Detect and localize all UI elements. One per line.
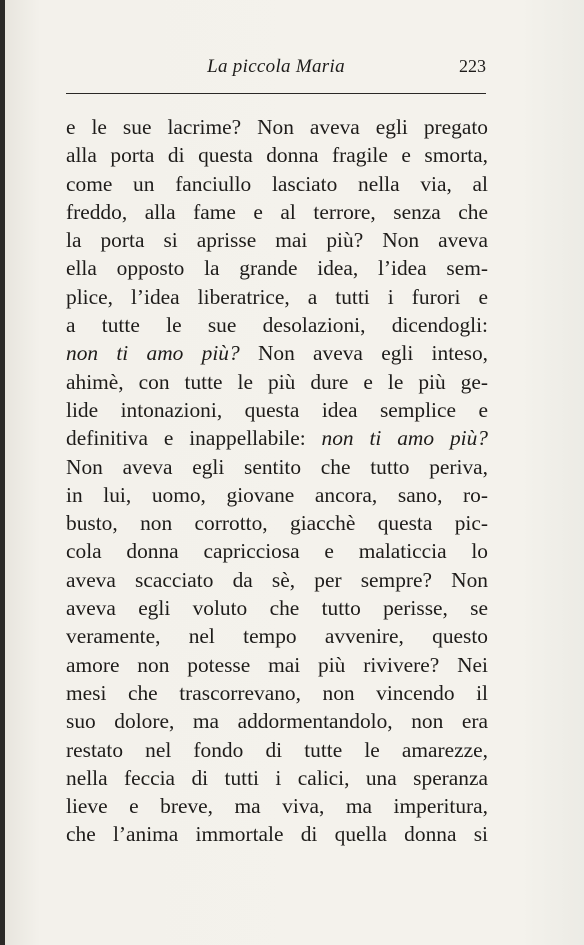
text-line (66, 396, 488, 424)
text-line (66, 198, 488, 226)
italic-text-segment: non ti amo più? (66, 341, 240, 366)
text-segment: in lui, uomo, giovane ancora, sano, ro- (66, 482, 488, 507)
text-segment: alla porta di questa donna fragile e smorta, (66, 143, 488, 168)
text-segment: veramente, nel tempo avvenire, questo (66, 624, 488, 649)
text-segment: la porta si aprisse mai più? Non aveva (66, 228, 488, 253)
header-rule (66, 93, 486, 94)
text-line (66, 820, 488, 848)
text-segment: nella feccia di tutti i calici, una speranza (66, 765, 488, 790)
text-segment: lide intonazioni, questa idea semplice e (66, 397, 488, 422)
page-number: 223 (459, 56, 486, 76)
text-segment: e le sue lacrime? Non aveva egli pregato (66, 115, 488, 139)
text-line (66, 566, 488, 594)
text-line (66, 283, 488, 311)
text-line (66, 339, 488, 367)
text-segment: freddo, alla fame e al terrore, senza che (66, 199, 488, 224)
running-head (66, 56, 486, 86)
text-segment: restato nel fondo di tutte le amarezze, (66, 737, 488, 762)
text-segment: cola donna capricciosa e malaticcia lo (66, 539, 488, 564)
text-segment: Non aveva egli sentito che tutto periva, (66, 454, 488, 479)
text-line (66, 622, 488, 650)
text-line (66, 481, 488, 509)
text-segment: busto, non corrotto, giacchè questa pic- (66, 511, 488, 536)
text-segment: a tutte le sue desolazioni, dicendogli: (66, 313, 488, 338)
text-line (66, 113, 488, 141)
page-binding-edge (0, 0, 5, 945)
text-line (66, 311, 488, 339)
text-segment: definitiva e inappellabile: (66, 426, 322, 451)
text-segment: suo dolore, ma addormentandolo, non era (66, 709, 488, 734)
text-line (66, 254, 488, 282)
text-segment: aveva scacciato da sè, per sempre? Non (66, 567, 488, 592)
text-segment: come un fanciullo lasciato nella via, al (66, 171, 488, 196)
running-title: La piccola Maria (207, 56, 345, 77)
text-line (66, 424, 488, 452)
text-line (66, 226, 488, 254)
text-line (66, 141, 488, 169)
text-segment: mesi che trascorrevano, non vincendo il (66, 680, 488, 705)
italic-text-segment: non ti amo più? (321, 426, 488, 451)
text-line (66, 679, 488, 707)
text-segment: lieve e breve, ma viva, ma imperitura, (66, 794, 488, 819)
text-segment: che l’anima immortale di quella donna si (66, 822, 488, 847)
text-line (66, 792, 488, 820)
text-line (66, 651, 488, 679)
text-segment: amore non potesse mai più rivivere? Nei (66, 652, 488, 677)
text-line (66, 594, 488, 622)
text-line (66, 707, 488, 735)
text-line (66, 764, 488, 792)
text-segment: plice, l’idea liberatrice, a tutti i furori e (66, 284, 488, 309)
text-line (66, 170, 488, 198)
text-segment: Non aveva egli inteso, (239, 341, 488, 366)
text-segment: aveva egli voluto che tutto perisse, se (66, 596, 488, 621)
text-line (66, 537, 488, 565)
text-segment: ahimè, con tutte le più dure e le più ge- (66, 369, 488, 394)
body-text (66, 113, 488, 849)
text-line (66, 509, 488, 537)
text-line (66, 368, 488, 396)
text-segment: ella opposto la grande idea, l’idea sem- (66, 256, 488, 281)
text-line (66, 736, 488, 764)
text-line (66, 453, 488, 481)
